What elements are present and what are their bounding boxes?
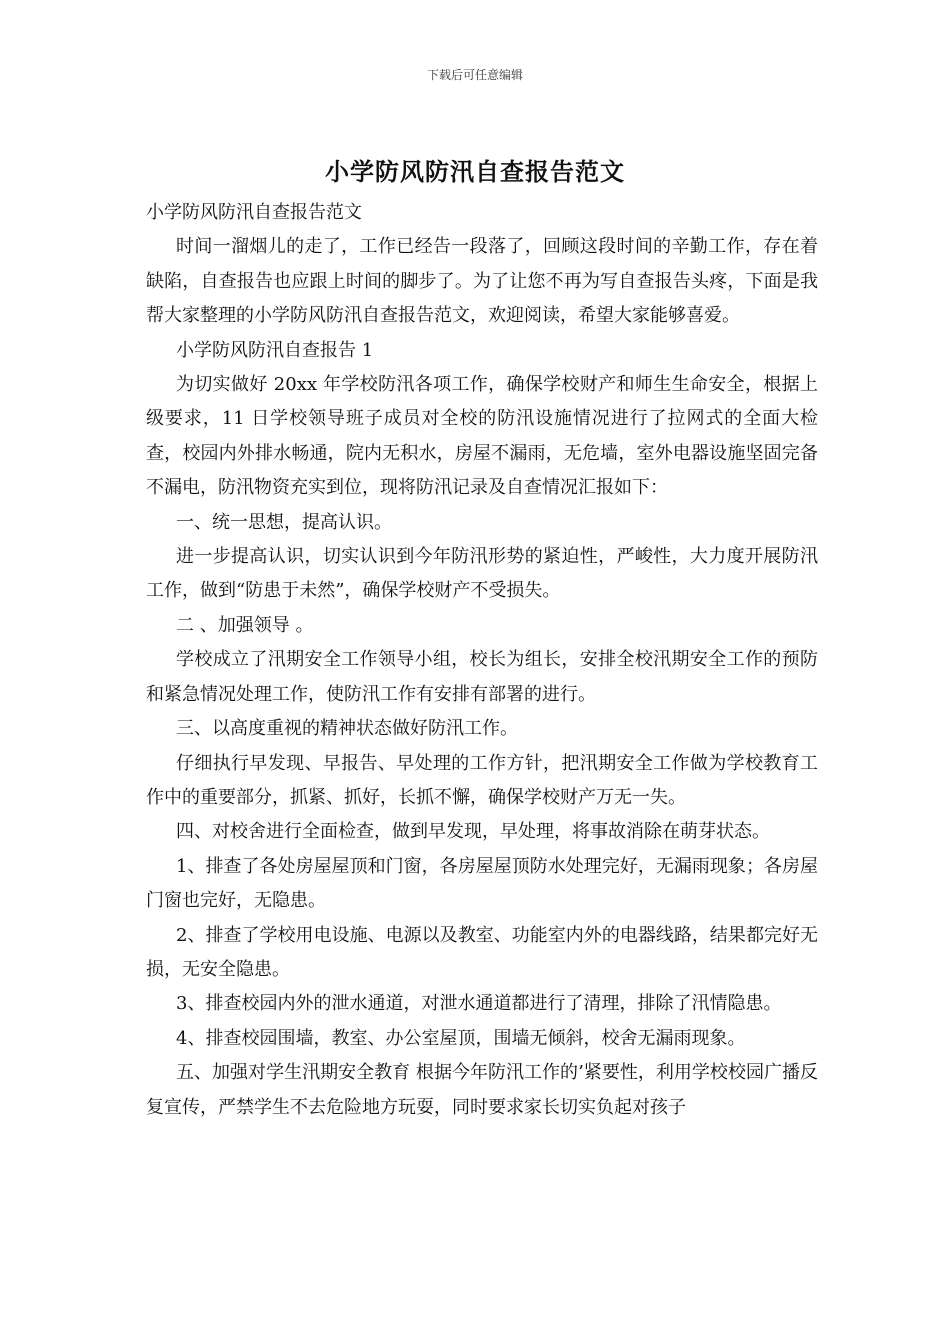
- page-title: 小学防风防汛自查报告范文: [325, 157, 625, 186]
- paragraph: 二 、加强领导 。: [176, 614, 314, 636]
- paragraph: 3、排查校园内外的泄水通道，对泄水通道都进行了清理，排除了汛情隐患。: [176, 993, 782, 1015]
- paragraph: 五、加强对学生汛期安全教育 根据今年防汛工作的’紧要性，利用学校校园广播反复宣传，严禁学生不去危险地方玩耍，同时要求家长切实负起对孩子: [146, 1062, 818, 1118]
- paragraph: 小学防风防汛自查报告范文: [146, 202, 362, 223]
- document-body: [146, 196, 818, 1125]
- paragraph: 4、排查校园围墙，教室、办公室屋顶，围墙无倾斜，校舍无漏雨现象。: [176, 1027, 746, 1049]
- paragraph: 进一步提高认识，切实认识到今年防汛形势的紧迫性，严峻性，大力度开展防汛工作，做到“防患于未然”，确保学校财产不受损失。: [146, 546, 818, 602]
- paragraph: 1、排查了各处房屋屋顶和门窗，各房屋屋顶防水处理完好，无漏雨现象；各房屋门窗也完好，无隐患。: [146, 855, 818, 912]
- paragraph: 一、统一思想，提高认识。: [176, 511, 392, 533]
- paragraph: 为切实做好 20xx 年学校防汛各项工作，确保学校财产和师生生命安全，根据上级要求，11 日学校领导班子成员对全校的防汛设施情况进行了拉网式的全面大检查，校园内外排水畅通，院内无积水，房屋不漏雨，无危墙，室外电器设施坚固完备不漏电，防汛物资充实到位，现将防汛记录及自查情况汇报如下：: [146, 374, 818, 499]
- paragraph: 仔细执行早发现、早报告、早处理的工作方针，把汛期安全工作做为学校教育工作中的重要部分，抓紧、抓好，长抓不懈，确保学校财产万无一失。: [146, 752, 818, 808]
- paragraph: 学校成立了汛期安全工作领导小组，校长为组长，安排全校汛期安全工作的预防和紧急情况处理工作，使防汛工作有安排有部署的进行。: [146, 649, 818, 705]
- paragraph: 三、以高度重视的精神状态做好防汛工作。: [176, 718, 518, 740]
- paragraph: 四、对校舍进行全面检查，做到早发现，早处理，将事故消除在萌芽状态。: [176, 821, 770, 843]
- paragraph: 时间一溜烟儿的走了，工作已经告一段落了，回顾这段时间的辛勤工作，存在着缺陷，自查报告也应跟上时间的脚步了。为了让您不再为写自查报告头疼，下面是我帮大家整理的小学防风防汛自查报告范文，欢迎阅读，希望大家能够喜爱。: [146, 236, 818, 327]
- header-note: 下载后可任意编辑: [426, 68, 523, 82]
- paragraph: 小学防风防汛自查报告 1: [176, 339, 374, 361]
- paragraph: 2、排查了学校用电设施、电源以及教室、功能室内外的电器线路，结果都完好无损，无安全隐患。: [146, 924, 818, 980]
